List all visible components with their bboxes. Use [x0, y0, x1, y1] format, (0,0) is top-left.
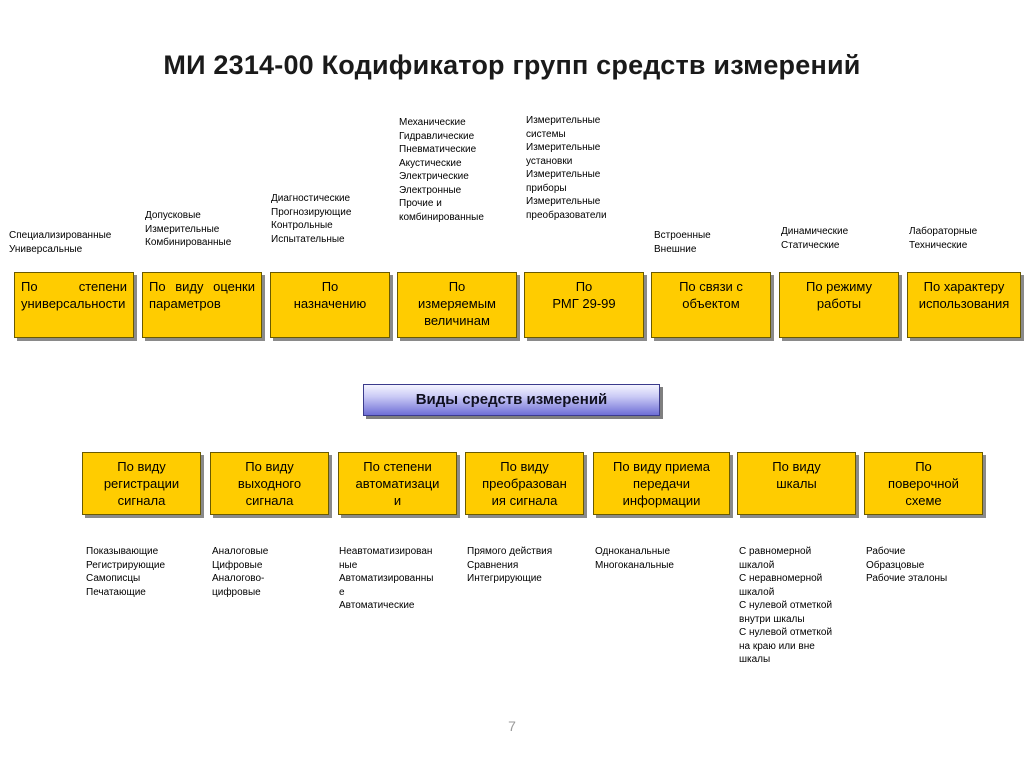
note-scale: С равномерной шкалой С неравномерной шкалой С нулевой отметкой внутри шкалы С нулевой отметкой на краю или вне шкалы: [739, 546, 833, 665]
note-registration: Показывающие Регистрирующие Самописцы Печатающие: [86, 546, 166, 598]
note-automation: Неавтоматизирован ные Автоматизированны е Автоматические: [339, 546, 434, 611]
note-transmission: Одноканальные Многоканальные: [595, 546, 674, 571]
page-number: 7: [508, 718, 516, 734]
box-by-output-signal: По виду выходного сигнала: [210, 452, 329, 515]
box-by-verification: По поверочной схеме: [864, 452, 983, 515]
box-by-transmission: По виду приема передачи информации: [593, 452, 730, 515]
note-usage: Лабораторные Технические: [909, 226, 978, 251]
note-operating-mode: Динамические Статические: [781, 226, 849, 251]
note-conversion: Прямого действия Сравнения Интегрирующие: [467, 546, 553, 584]
box-by-operating-mode: По режиму работы: [779, 272, 899, 338]
box-by-quantities: По измеряемым величинам: [397, 272, 517, 338]
box-by-usage: По характеру использования: [907, 272, 1021, 338]
note-object-link: Встроенные Внешние: [654, 230, 711, 255]
box-by-registration: По виду регистрации сигнала: [82, 452, 201, 515]
note-output-signal: Аналоговые Цифровые Аналогово- цифровые: [212, 546, 269, 598]
note-purpose: Диагностические Прогнозирующие Контрольные Испытательные: [271, 193, 352, 245]
box-by-universality: По степени универсальности: [14, 272, 134, 338]
note-rmg: Измерительные системы Измерительные установки Измерительные приборы Измерительные преобразователи: [526, 115, 607, 221]
note-verification: Рабочие Образцовые Рабочие эталоны: [866, 546, 948, 584]
box-by-scale: По виду шкалы: [737, 452, 856, 515]
box-by-object-link: По связи с объектом: [651, 272, 771, 338]
box-by-automation: По степени автоматизаци и: [338, 452, 457, 515]
note-universality: Специализированные Универсальные: [9, 230, 112, 255]
note-evaluation: Допусковые Измерительные Комбинированные: [145, 210, 232, 248]
box-by-conversion: По виду преобразован ия сигнала: [465, 452, 584, 515]
box-by-purpose: По назначению: [270, 272, 390, 338]
box-by-evaluation: По виду оценки параметров: [142, 272, 262, 338]
page-title: МИ 2314-00 Кодификатор групп средств измерений: [163, 50, 861, 80]
note-quantities: Механические Гидравлические Пневматические Акустические Электрические Электронные Прочие и комбинированные: [399, 117, 484, 223]
center-header: Виды средств измерений: [363, 384, 660, 416]
box-by-rmg: По РМГ 29-99: [524, 272, 644, 338]
